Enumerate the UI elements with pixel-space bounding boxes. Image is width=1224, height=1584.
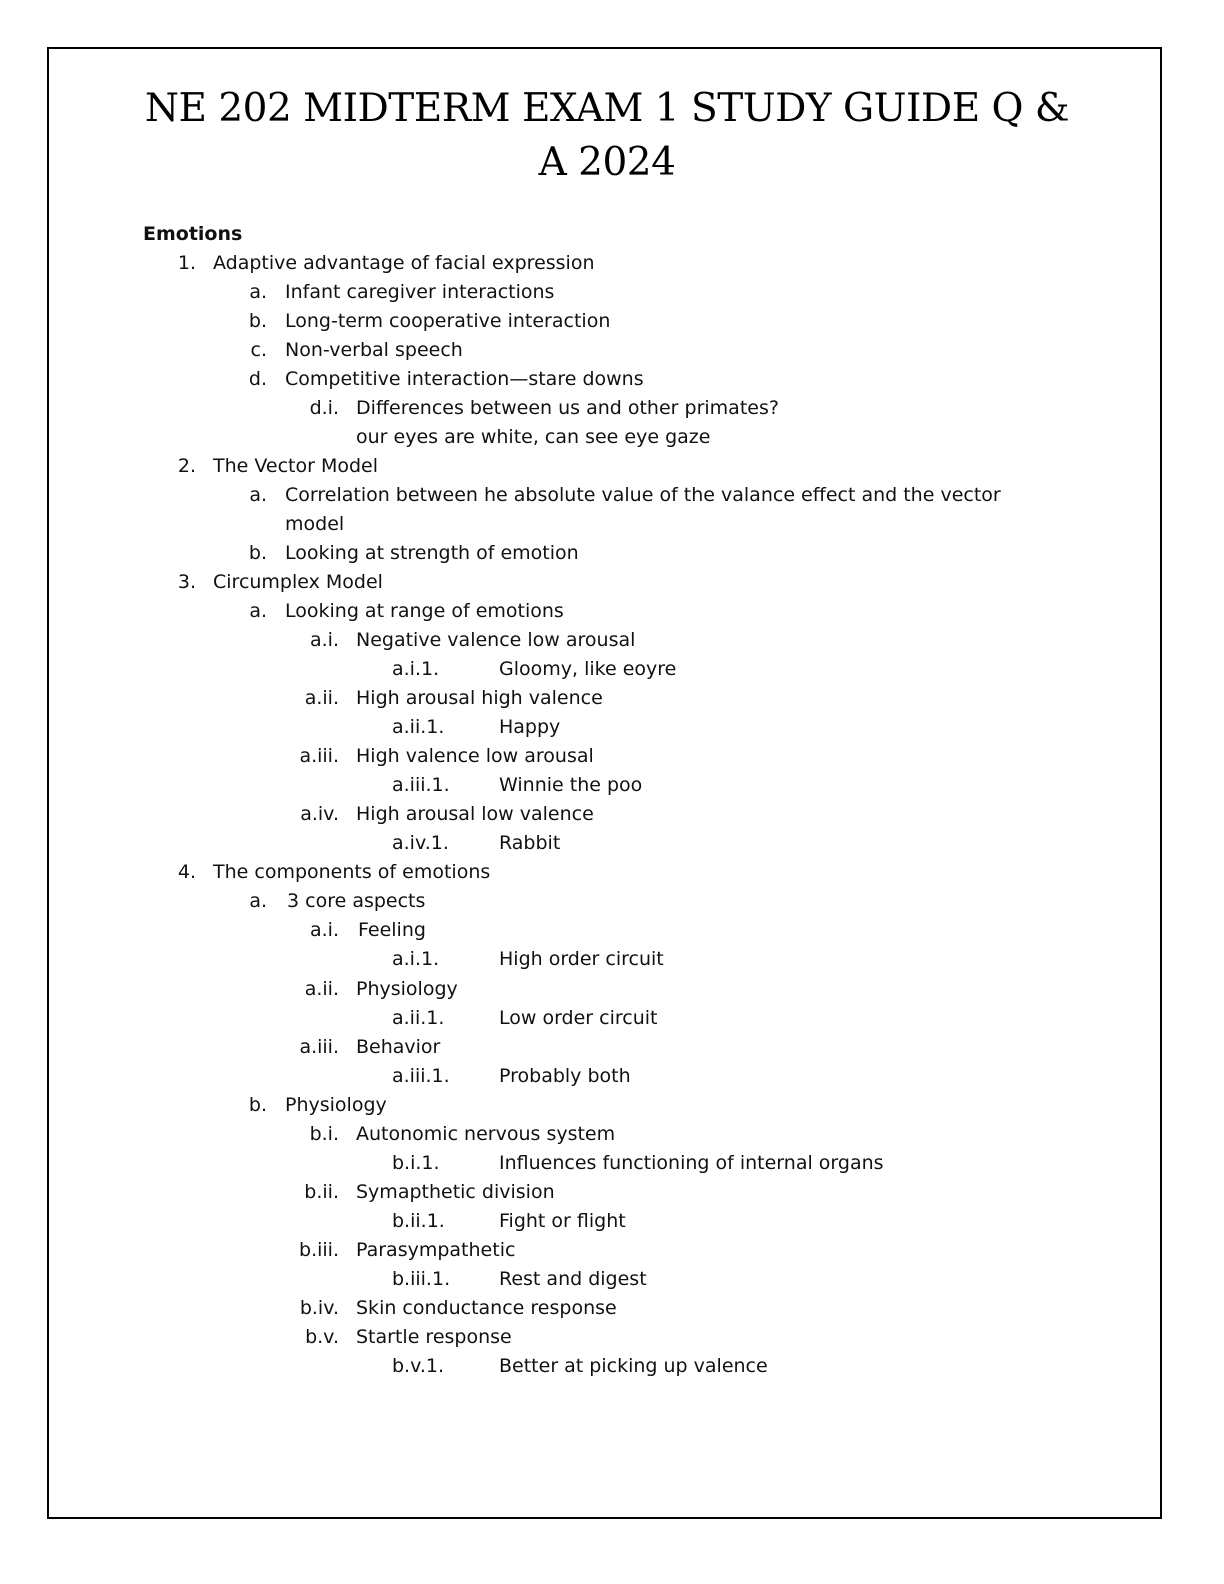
outline-marker: b.iii. [299,1239,339,1261]
outline-marker: b. [248,542,267,564]
outline-marker: b.v. [305,1326,339,1348]
outline-marker: 2. [177,455,196,477]
outline-marker: a.ii.1. [392,716,445,738]
outline-text: Behavior [356,1036,441,1058]
outline-marker: b. [248,1094,267,1116]
outline-marker: b.ii.1. [392,1210,445,1232]
outline-text: Correlation between he absolute value of the valance effect and the vector [285,484,1001,506]
outline-marker: a. [249,484,267,506]
outline-text: Feeling [358,919,426,941]
outline-marker: b.iii.1. [392,1268,451,1290]
outline-text: Autonomic nervous system [356,1123,616,1145]
outline-marker: a.iii.1. [392,774,450,796]
outline-text: High valence low arousal [356,745,594,767]
outline-marker: a.i. [309,629,339,651]
outline-text: Happy [499,716,561,738]
outline-text: Physiology [356,978,458,1000]
outline-text: Probably both [499,1065,631,1087]
outline-marker: b.v.1. [392,1355,445,1377]
outline-marker: a.ii.1. [392,1007,445,1029]
section-heading: Emotions [143,223,243,245]
outline-text: Looking at range of emotions [285,600,564,622]
outline-text: Rabbit [499,832,561,854]
outline-marker: a.iii.1. [392,1065,450,1087]
title-line-2: A 2024 [538,140,676,185]
outline-text: Competitive interaction—stare downs [285,368,644,390]
outline-text: Non-verbal speech [285,339,463,361]
outline-marker: a.i.1. [392,948,440,970]
outline-marker: a.iii. [299,745,339,767]
outline-text: Gloomy, like eoyre [499,658,677,680]
outline-marker: a. [249,600,267,622]
outline-text: The Vector Model [213,455,379,477]
outline-text: Looking at strength of emotion [285,542,579,564]
outline-text: Rest and digest [499,1268,647,1290]
outline-marker: b.i. [309,1123,339,1145]
outline-text: Negative valence low arousal [356,629,636,651]
outline-marker: a.i.1. [392,658,440,680]
outline-marker: a.i. [309,919,339,941]
page-title [60,82,1154,190]
outline-text: Circumplex Model [213,571,383,593]
outline-text: 3 core aspects [287,890,426,912]
outline-text: Fight or flight [499,1210,626,1232]
outline-text: Better at picking up valence [499,1355,768,1377]
outline-text: model [285,513,345,535]
outline-text: Physiology [285,1094,387,1116]
outline-marker: a.ii. [304,687,339,709]
outline-text: Differences between us and other primates? [356,397,779,419]
outline-marker: a. [249,890,267,912]
outline-text: Low order circuit [499,1007,658,1029]
outline-marker: 4. [177,861,196,883]
outline-text: Winnie the poo [499,774,643,796]
outline-marker: c. [250,339,267,361]
outline-marker: a.iv.1. [392,832,449,854]
outline-text: Skin conductance response [356,1297,617,1319]
title-line-1: NE 202 MIDTERM EXAM 1 STUDY GUIDE Q & [144,86,1070,131]
outline-marker: a.ii. [304,978,339,1000]
outline-text: High arousal low valence [356,803,594,825]
outline-marker: 3. [177,571,196,593]
outline-marker: d.i. [309,397,339,419]
outline-marker: b.iv. [299,1297,339,1319]
outline-marker: b.i.1. [392,1152,440,1174]
outline-text: High arousal high valence [356,687,603,709]
outline-text: Infant caregiver interactions [285,281,555,303]
outline-text: our eyes are white, can see eye gaze [356,426,711,448]
outline-marker: d. [248,368,267,390]
outline-text: Parasympathetic [356,1239,516,1261]
outline-text: The components of emotions [213,861,491,883]
outline-text: Symapthetic division [356,1181,555,1203]
outline-marker: a.iv. [300,803,339,825]
outline-marker: b. [248,310,267,332]
outline-marker: a. [249,281,267,303]
outline-text: Influences functioning of internal organs [499,1152,884,1174]
outline-text: Startle response [356,1326,512,1348]
outline-marker: 1. [177,252,196,274]
outline-text: Long-term cooperative interaction [285,310,611,332]
outline-marker: a.iii. [299,1036,339,1058]
outline-marker: b.ii. [304,1181,339,1203]
outline-text: Adaptive advantage of facial expression [213,252,595,274]
outline-text: High order circuit [499,948,664,970]
